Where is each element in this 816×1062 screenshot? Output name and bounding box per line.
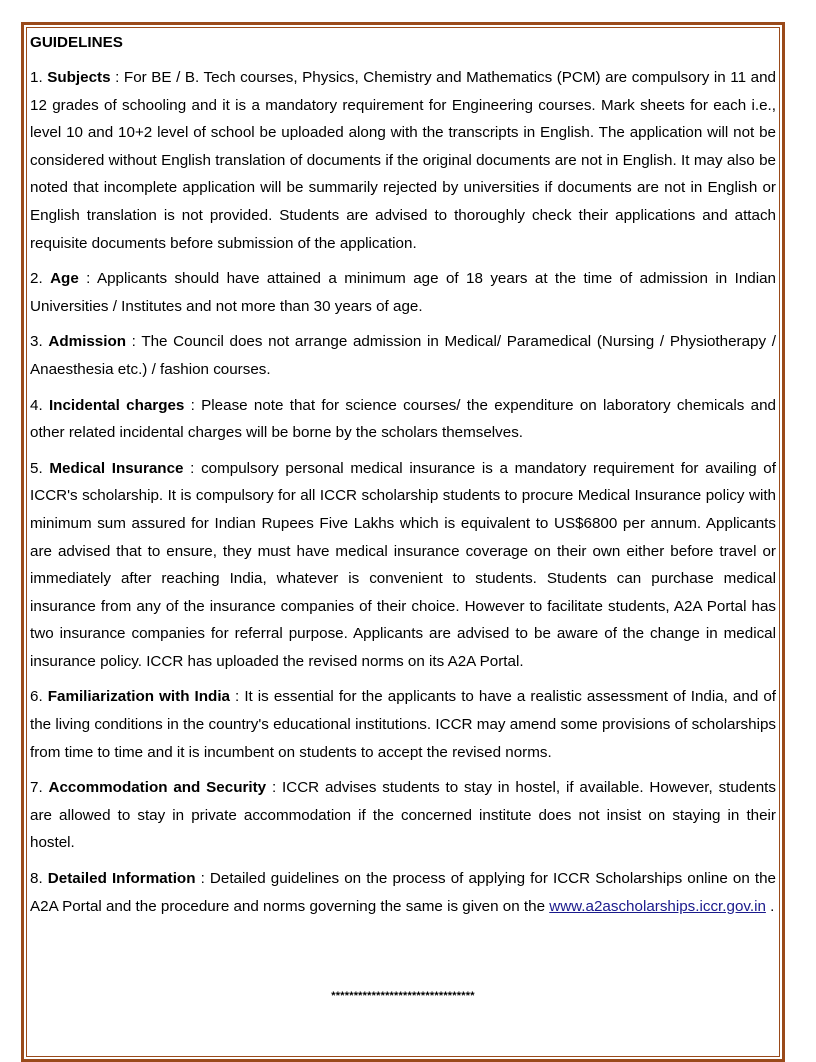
guideline-accommodation — [30, 774, 776, 857]
guideline-number: 1. — [30, 69, 43, 86]
guideline-text: ICCR advises students to stay in hostel, if available. However, students are allowed to stay in private accommodation if the concerned institute does not insist on staying in their hostel. — [30, 779, 776, 852]
guideline-medical-insurance — [30, 455, 776, 676]
a2a-scholarships-link[interactable]: www.a2ascholarships.iccr.gov.in — [549, 897, 766, 915]
end-marker: ******************************** — [331, 990, 475, 1002]
guideline-text: compulsory personal medical insurance is a mandatory requirement for availing of ICCR's scholarship. It is compulsory for all ICCR scholarship students to procure Medical Insurance policy with minimum sum assured for Indian Rupees Five Lakhs which is equivalent to US$6800 per annum. Applicants are advised that to ensure, they must have medical insurance coverage on their own either before travel or immediately after reaching India, whatever is convenient to students. Students can purchase medical insurance from any of the insurance companies of their choice. However to facilitate students, A2A Portal has two insurance companies for referral purpose. Applicants are advised to be aware of the change in medical insurance policy. ICCR has uploaded the revised norms on its A2A Portal. — [30, 459, 776, 670]
guideline-number: 7. — [30, 779, 43, 797]
guideline-separator: : — [184, 396, 202, 414]
guideline-admission — [30, 328, 776, 383]
guideline-text: Applicants should have attained a minimum age of 18 years at the time of admission in Indian Universities / Institutes and not more than 30 years of age. — [30, 270, 776, 315]
guideline-text: It is essential for the applicants to have a realistic assessment of India, and of the living conditions in the country's educational institutions. ICCR may amend some provisions of scholarships from time to time and it is incumbent on students to accept the revised norms. — [30, 688, 776, 761]
guideline-age — [30, 265, 776, 320]
guideline-subjects — [30, 64, 776, 257]
guideline-separator: : — [229, 688, 245, 706]
guideline-familiarization — [30, 683, 776, 766]
guideline-number: 6. — [30, 688, 43, 706]
guideline-detailed-information — [30, 865, 776, 920]
guideline-separator: : — [195, 870, 210, 888]
guideline-title: Admission — [48, 333, 126, 351]
guideline-title: Detailed Information — [47, 870, 196, 888]
guideline-title: Accommodation and Security — [48, 779, 267, 797]
guideline-separator: : — [266, 779, 283, 797]
guideline-number: 2. — [30, 270, 43, 288]
guideline-title: Medical Insurance — [49, 459, 184, 477]
guideline-text: The Council does not arrange admission in Medical/ Paramedical (Nursing / Physiotherapy / Anaesthesia etc.) / fashion courses. — [30, 333, 776, 378]
guideline-separator: : — [110, 69, 124, 86]
guideline-number: 3. — [30, 333, 43, 351]
guideline-number: 4. — [30, 396, 43, 414]
guideline-text: Detailed guidelines on the process of applying for ICCR Scholarships online on the A2A Portal and the procedure and norms governing the same is given on the — [30, 870, 776, 915]
guideline-title: Familiarization with India — [47, 688, 230, 706]
guideline-title: Incidental charges — [48, 396, 185, 414]
guideline-number: 8. — [30, 870, 43, 888]
guideline-title: Age — [50, 270, 79, 288]
guideline-separator: : — [183, 459, 202, 477]
guidelines-document — [30, 32, 776, 928]
guideline-separator: : — [126, 333, 142, 351]
guideline-number: 5. — [30, 459, 43, 477]
document-heading: GUIDELINES — [30, 34, 123, 51]
guideline-text: Please note that for science courses/ the expenditure on laboratory chemicals and other related incidental charges will be borne by the scholars themselves. — [30, 396, 776, 442]
guideline-text: For BE / B. Tech courses, Physics, Chemistry and Mathematics (PCM) are compulsory in 11 and 12 grades of schooling and it is a mandatory requirement for Engineering courses. Mark sheets for each i.e., level 10 and 10+2 level of school be uploaded along with the transcripts in English. The application will not be considered without English translation of documents if the original documents are not in English. It may also be noted that incomplete application will be summarily rejected by universities if documents are not in English or English translation is not provided. Students are advised to thoroughly check their applications and attach requisite documents before submission of the application. — [30, 69, 776, 252]
guideline-incidental-charges — [30, 392, 776, 447]
guideline-text-end: . — [765, 897, 775, 915]
guideline-title: Subjects — [47, 69, 111, 86]
guideline-separator: : — [78, 270, 97, 288]
